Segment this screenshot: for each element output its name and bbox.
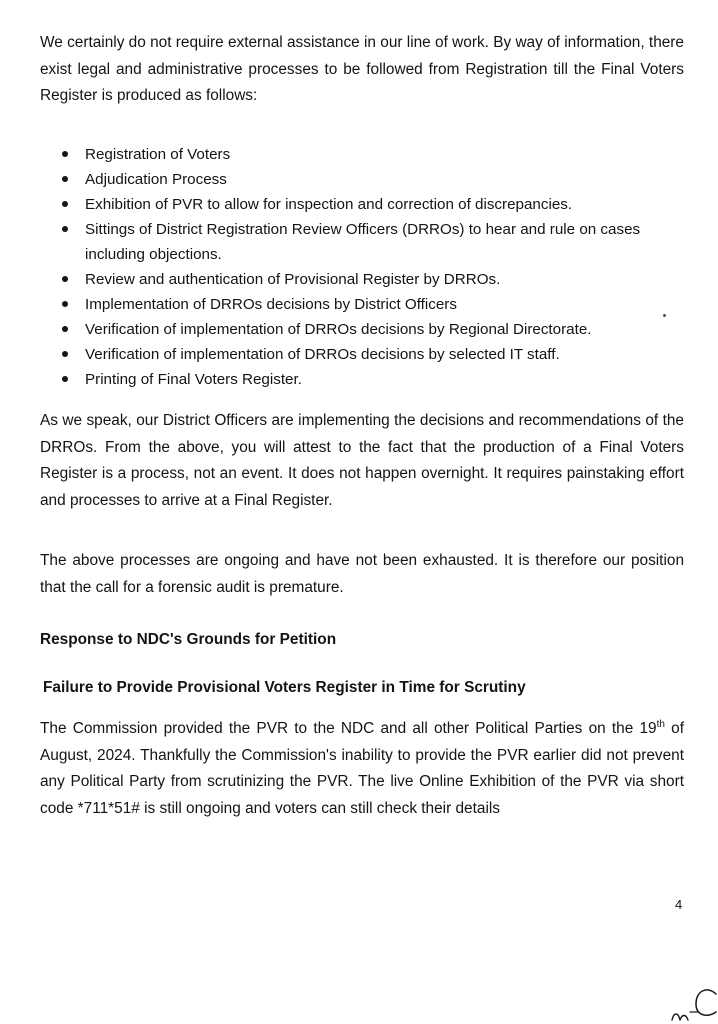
page-number: 4 [675,897,683,912]
implementation-paragraph: As we speak, our District Officers are implementing the decisions and recommendations of the DRROs. From the above, you will attest to the fact that the production of a Final Voters Register is a process, not an event. It does not happen overnight. It requires painstaking effort and processes to arrive at a Final Register. [40,412,684,509]
list-item-text: Adjudication Process [85,171,227,188]
list-item-text: Exhibition of PVR to allow for inspection and correction of discrepancies. [85,196,573,213]
pvr-paragraph [40,716,684,822]
intro-paragraph: We certainly do not require external assistance in our line of work. By way of information, there exist legal and administrative processes to be followed from Registration till the Final Voters Register is produced as follows: [40,34,684,104]
list-item-text: Sittings of District Registration Review Officers (DRROs) to hear and rule on cases including objections. [85,221,641,263]
list-item [40,292,680,317]
pvr-text-end: of August, 2024. Thankfully the Commission's inability to provide the PVR earlier did not prevent any Political Party from scrutinizing the PVR. The live Online Exhibition of the PVR via short code *711*51# is still ongoing and voters can still check their details [40,720,684,817]
list-item [40,267,680,292]
signature-mark [668,982,718,1024]
ordinal-suffix: th [656,718,665,730]
bullet-icon [62,226,68,232]
bullet-icon [62,301,68,307]
list-item-text: Verification of implementation of DRROs decisions by Regional Directorate. [85,321,592,338]
list-item-text: Verification of implementation of DRROs decisions by selected IT staff. [85,346,560,363]
list-item-text: Implementation of DRROs decisions by District Officers [85,296,457,313]
list-item [40,342,680,367]
bullet-icon [62,326,68,332]
audit-paragraph: The above processes are ongoing and have not been exhausted. It is therefore our position that the call for a forensic audit is premature. [40,552,684,596]
bullet-icon [62,376,68,382]
bullet-icon [62,351,68,357]
list-item [40,317,680,342]
list-item-text: Registration of Voters [85,146,231,163]
bullet-icon [62,176,68,182]
list-item-text: Printing of Final Voters Register. [85,371,302,388]
process-steps-list [40,142,680,392]
list-item [40,167,680,192]
list-item [40,142,680,167]
response-heading: Response to NDC's Grounds for Petition [40,631,337,648]
list-item-text: Review and authentication of Provisional Register by DRROs. [85,271,501,288]
stray-mark [663,314,666,317]
bullet-icon [62,276,68,282]
bullet-icon [62,201,68,207]
bullet-icon [62,151,68,157]
list-item [40,192,680,217]
pvr-text-start: The Commission provided the PVR to the NDC and all other Political Parties on the 19 [40,720,657,737]
list-item [40,367,680,392]
list-item [40,217,680,267]
failure-heading: Failure to Provide Provisional Voters Register in Time for Scrutiny [43,679,526,696]
